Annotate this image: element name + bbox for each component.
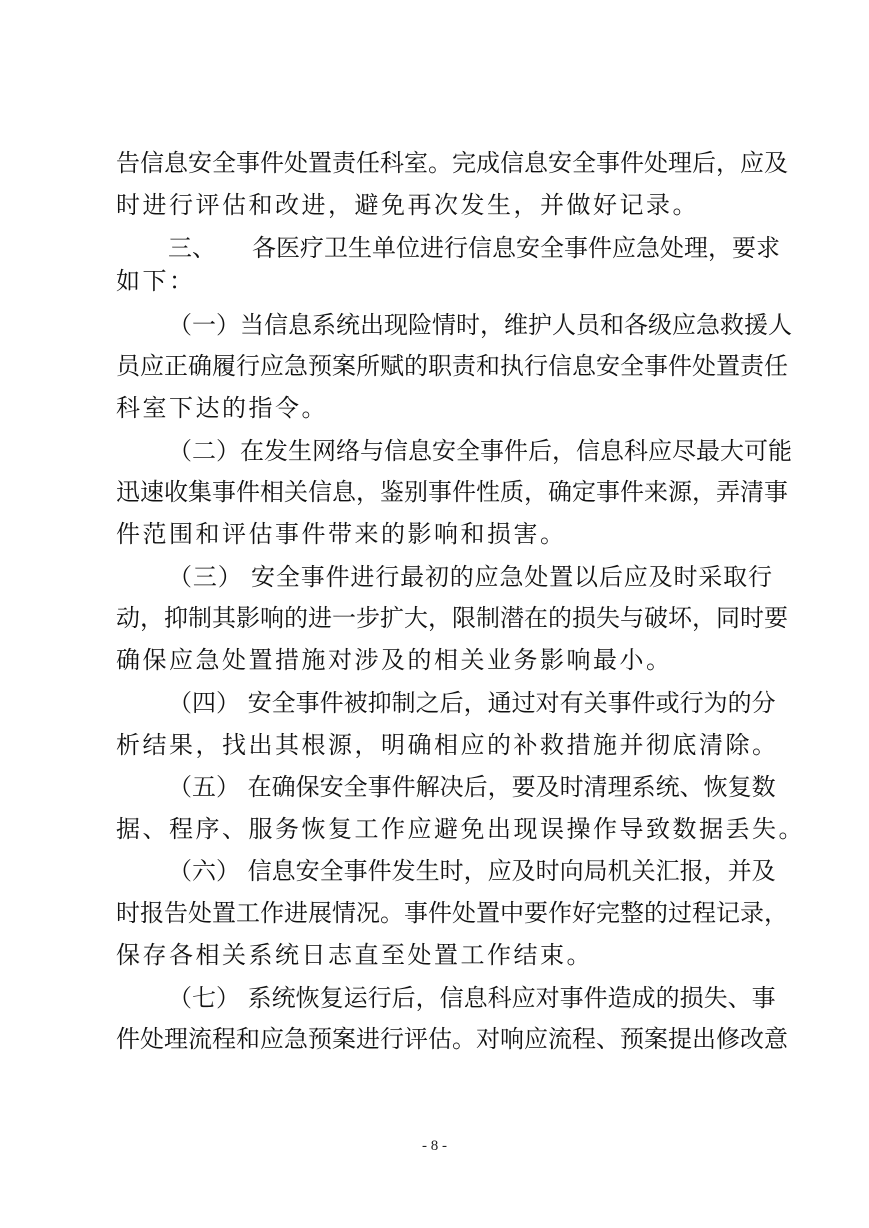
text-line: 迅速收集事件相关信息，鉴别事件性质，确定事件来源，弄清事 [116,478,788,506]
text-line: 科室下达的指令。 [116,394,328,422]
paragraph-item-7: （七） 系统恢复运行后，信息科应对事件造成的损失、事 [168,984,776,1012]
text-line: 员应正确履行应急预案所赋的职责和执行信息安全事件处置责任 [116,352,788,380]
paragraph-item-4: （四） 安全事件被抑制之后，通过对有关事件或行为的分 [168,689,776,717]
text-line: 保存各相关系统日志直至处置工作结束。 [116,941,593,969]
text-line: 件范围和评估事件带来的影响和损害。 [116,520,567,548]
text-line: 时进行评估和改进，避免再次发生，并做好记录。 [116,191,699,219]
paragraph-item-3: （三） 安全事件进行最初的应急处置以后应及时采取行 [168,563,772,591]
text-line: 确保应急处置措施对涉及的相关业务影响最小。 [116,646,673,674]
paragraph-item-1: （一）当信息系统出现险情时，维护人员和各级应急救援人 [168,311,792,339]
paragraph-item-6: （六） 信息安全事件发生时，应及时向局机关汇报，并及 [168,857,776,885]
page-number: - 8 - [422,1138,447,1154]
paragraph-item-2: （二）在发生网络与信息安全事件后，信息科应尽最大可能 [168,437,792,465]
paragraph-item-5: （五） 在确保安全事件解决后，要及时清理系统、恢复数 [168,773,776,801]
text-line: 据、程序、服务恢复工作应避免出现误操作导致数据丢失。 [116,815,805,843]
text-line: 动，抑制其影响的进一步扩大，限制潜在的损失与破坏，同时要 [116,604,788,632]
text-line: 告信息安全事件处置责任科室。完成信息安全事件处理后，应及 [116,149,788,177]
section-heading: 三、 各医疗卫生单位进行信息安全事件应急处理，要求 [168,234,780,262]
text-line: 析结果，找出其根源，明确相应的补救措施并彻底清除。 [116,731,779,759]
text-line: 件处理流程和应急预案进行评估。对响应流程、预案提出修改意 [116,1025,788,1053]
text-line: 如下： [116,267,196,295]
text-line: 时报告处置工作进展情况。事件处置中要作好完整的过程记录， [116,899,788,927]
